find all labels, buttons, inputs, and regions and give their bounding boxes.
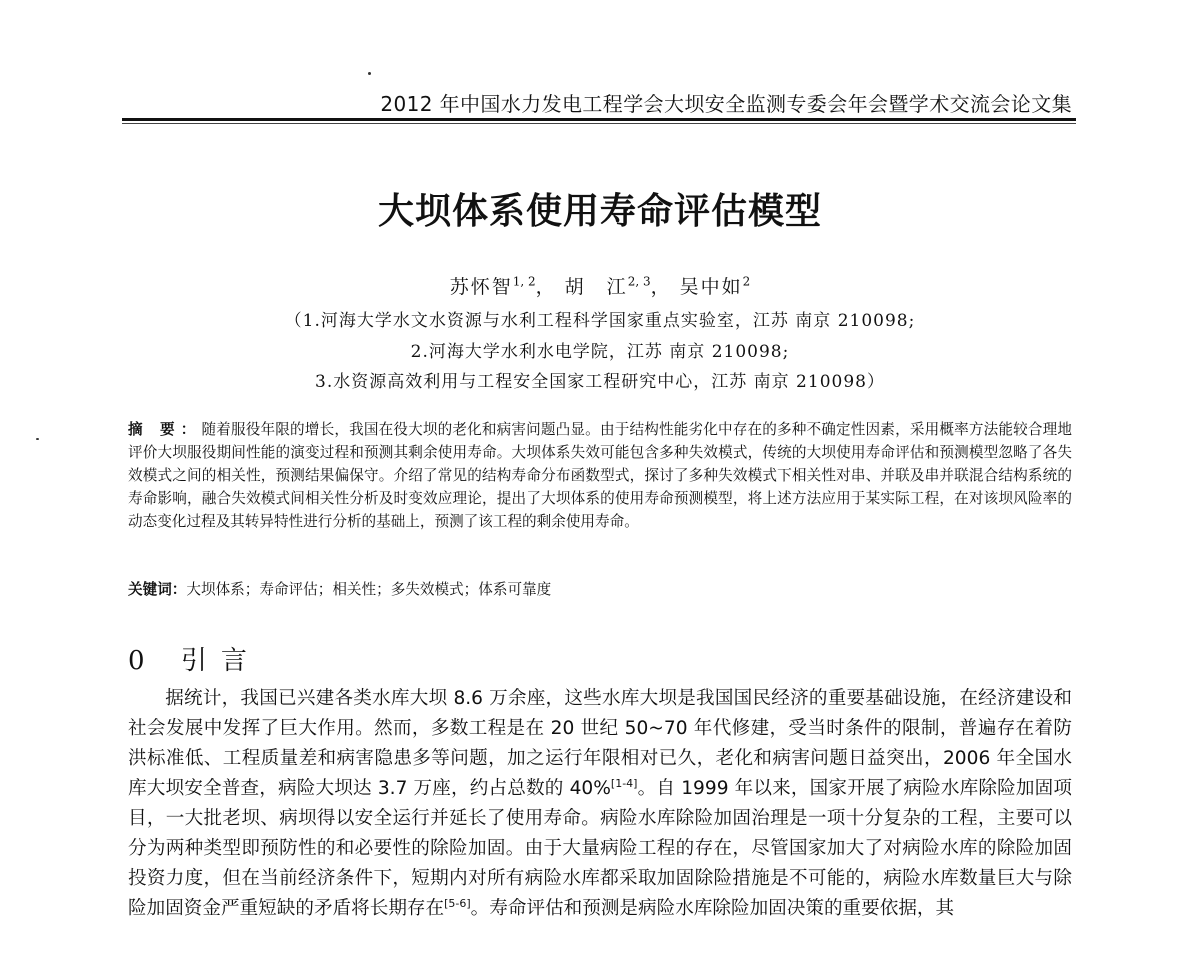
citation: [1-4] xyxy=(610,776,638,790)
affiliation-3: 3.水资源高效利用与工程安全国家工程研究中心，江苏 南京 210098） xyxy=(315,372,885,392)
keywords-text: 大坝体系；寿命评估；相关性；多失效模式；体系可靠度 xyxy=(186,581,552,598)
author-affiliation-mark: 2, 3 xyxy=(627,274,651,289)
abstract-label: 摘 要： xyxy=(128,421,202,438)
keywords xyxy=(128,578,1072,601)
author-separator: ， xyxy=(650,276,672,298)
section-heading xyxy=(128,640,261,677)
abstract-text: 随着服役年限的增长，我国在役大坝的老化和病害问题凸显。由于结构性能劣化中存在的多种不确定性因素，采用概率方法能较合理地评价大坝服役期间性能的演变过程和预测其剩余使用寿命。大坝体系失效可能包含多种失效模式，传统的大坝使用寿命评估和预测模型忽略了各失效模式之间的相关性，预测结果偏保守。介绍了常见的结构寿命分布函数型式，探讨了多种失效模式下相关性对串、并联及串并联混合结构系统的寿命影响，融合失效模式间相关性分析及时变效应理论，提出了大坝体系的使用寿命预测模型，将上述方法应用于某实际工程，在对该坝风险率的动态变化过程及其转异特性进行分析的基础上，预测了该工程的剩余使用寿命。 xyxy=(128,421,1072,530)
abstract xyxy=(128,418,1072,533)
author-affiliation-mark: 2 xyxy=(742,274,751,289)
intro-text-part-2: 。自 1999 年以来，国家开展了病险水库除险加固项目，一大批老坝、病坝得以安全运行并延长了使用寿命。病险水库除险加固治理是一项十分复杂的工程，主要可以分为两种类型即预防性的和必要性的除险加固。由于大量病险工程的存在，尽管国家加大了对病险水库的除险加固投资力度，但在当前经济条件下，短期内对所有病险水库都采取加固除险措施是不可能的，病险水库数量巨大与除险加固资金严重短缺的矛盾将长期存在 xyxy=(128,778,1072,919)
intro-text-part-1: 据统计，我国已兴建各类水库大坝 8.6 万余座，这些水库大坝是我国国民经济的重要基础设施，在经济建设和社会发展中发挥了巨大作用。然而，多数工程是在 20 世纪 50~70 年代修建，受当时条件的限制，普遍存在着防洪标准低、工程质量差和病害隐患多等问题，加之运行年限相对已久，老化和病害问题日益突出，2006 年全国水库大坝安全普查，病险大坝达 3.7 万座，约占总数的 40% xyxy=(128,688,1072,799)
author-name: 胡 江 xyxy=(564,276,628,298)
section-number: 0 xyxy=(128,646,159,676)
header-rule-thin xyxy=(122,123,1076,124)
author-name: 苏怀智 xyxy=(449,276,513,298)
intro-text-part-3: 。寿命评估和预测是病险水库除险加固决策的重要依据，其 xyxy=(470,898,955,919)
running-header: 2012 年中国水力发电工程学会大坝安全监测专委会年会暨学术交流会论文集 xyxy=(380,92,1072,116)
section-title: 引言 xyxy=(180,646,261,676)
intro-paragraph xyxy=(128,684,1072,924)
paper-title: 大坝体系使用寿命评估模型 xyxy=(377,190,822,232)
citation: [5-6] xyxy=(444,896,471,910)
scan-speck xyxy=(36,438,39,440)
header-rule xyxy=(122,118,1076,121)
author-separator: ， xyxy=(535,276,557,298)
author-line xyxy=(0,272,1200,299)
affiliation-2: 2.河海大学水利水电学院，江苏 南京 210098; xyxy=(410,342,790,362)
author-name: 吴中如 xyxy=(679,276,743,298)
keywords-label: 关键词： xyxy=(128,581,187,598)
author-affiliation-mark: 1, 2 xyxy=(512,274,536,289)
scan-speck xyxy=(368,72,371,75)
affiliation-1: （1.河海大学水文水资源与水利工程科学国家重点实验室，江苏 南京 210098; xyxy=(284,311,916,331)
